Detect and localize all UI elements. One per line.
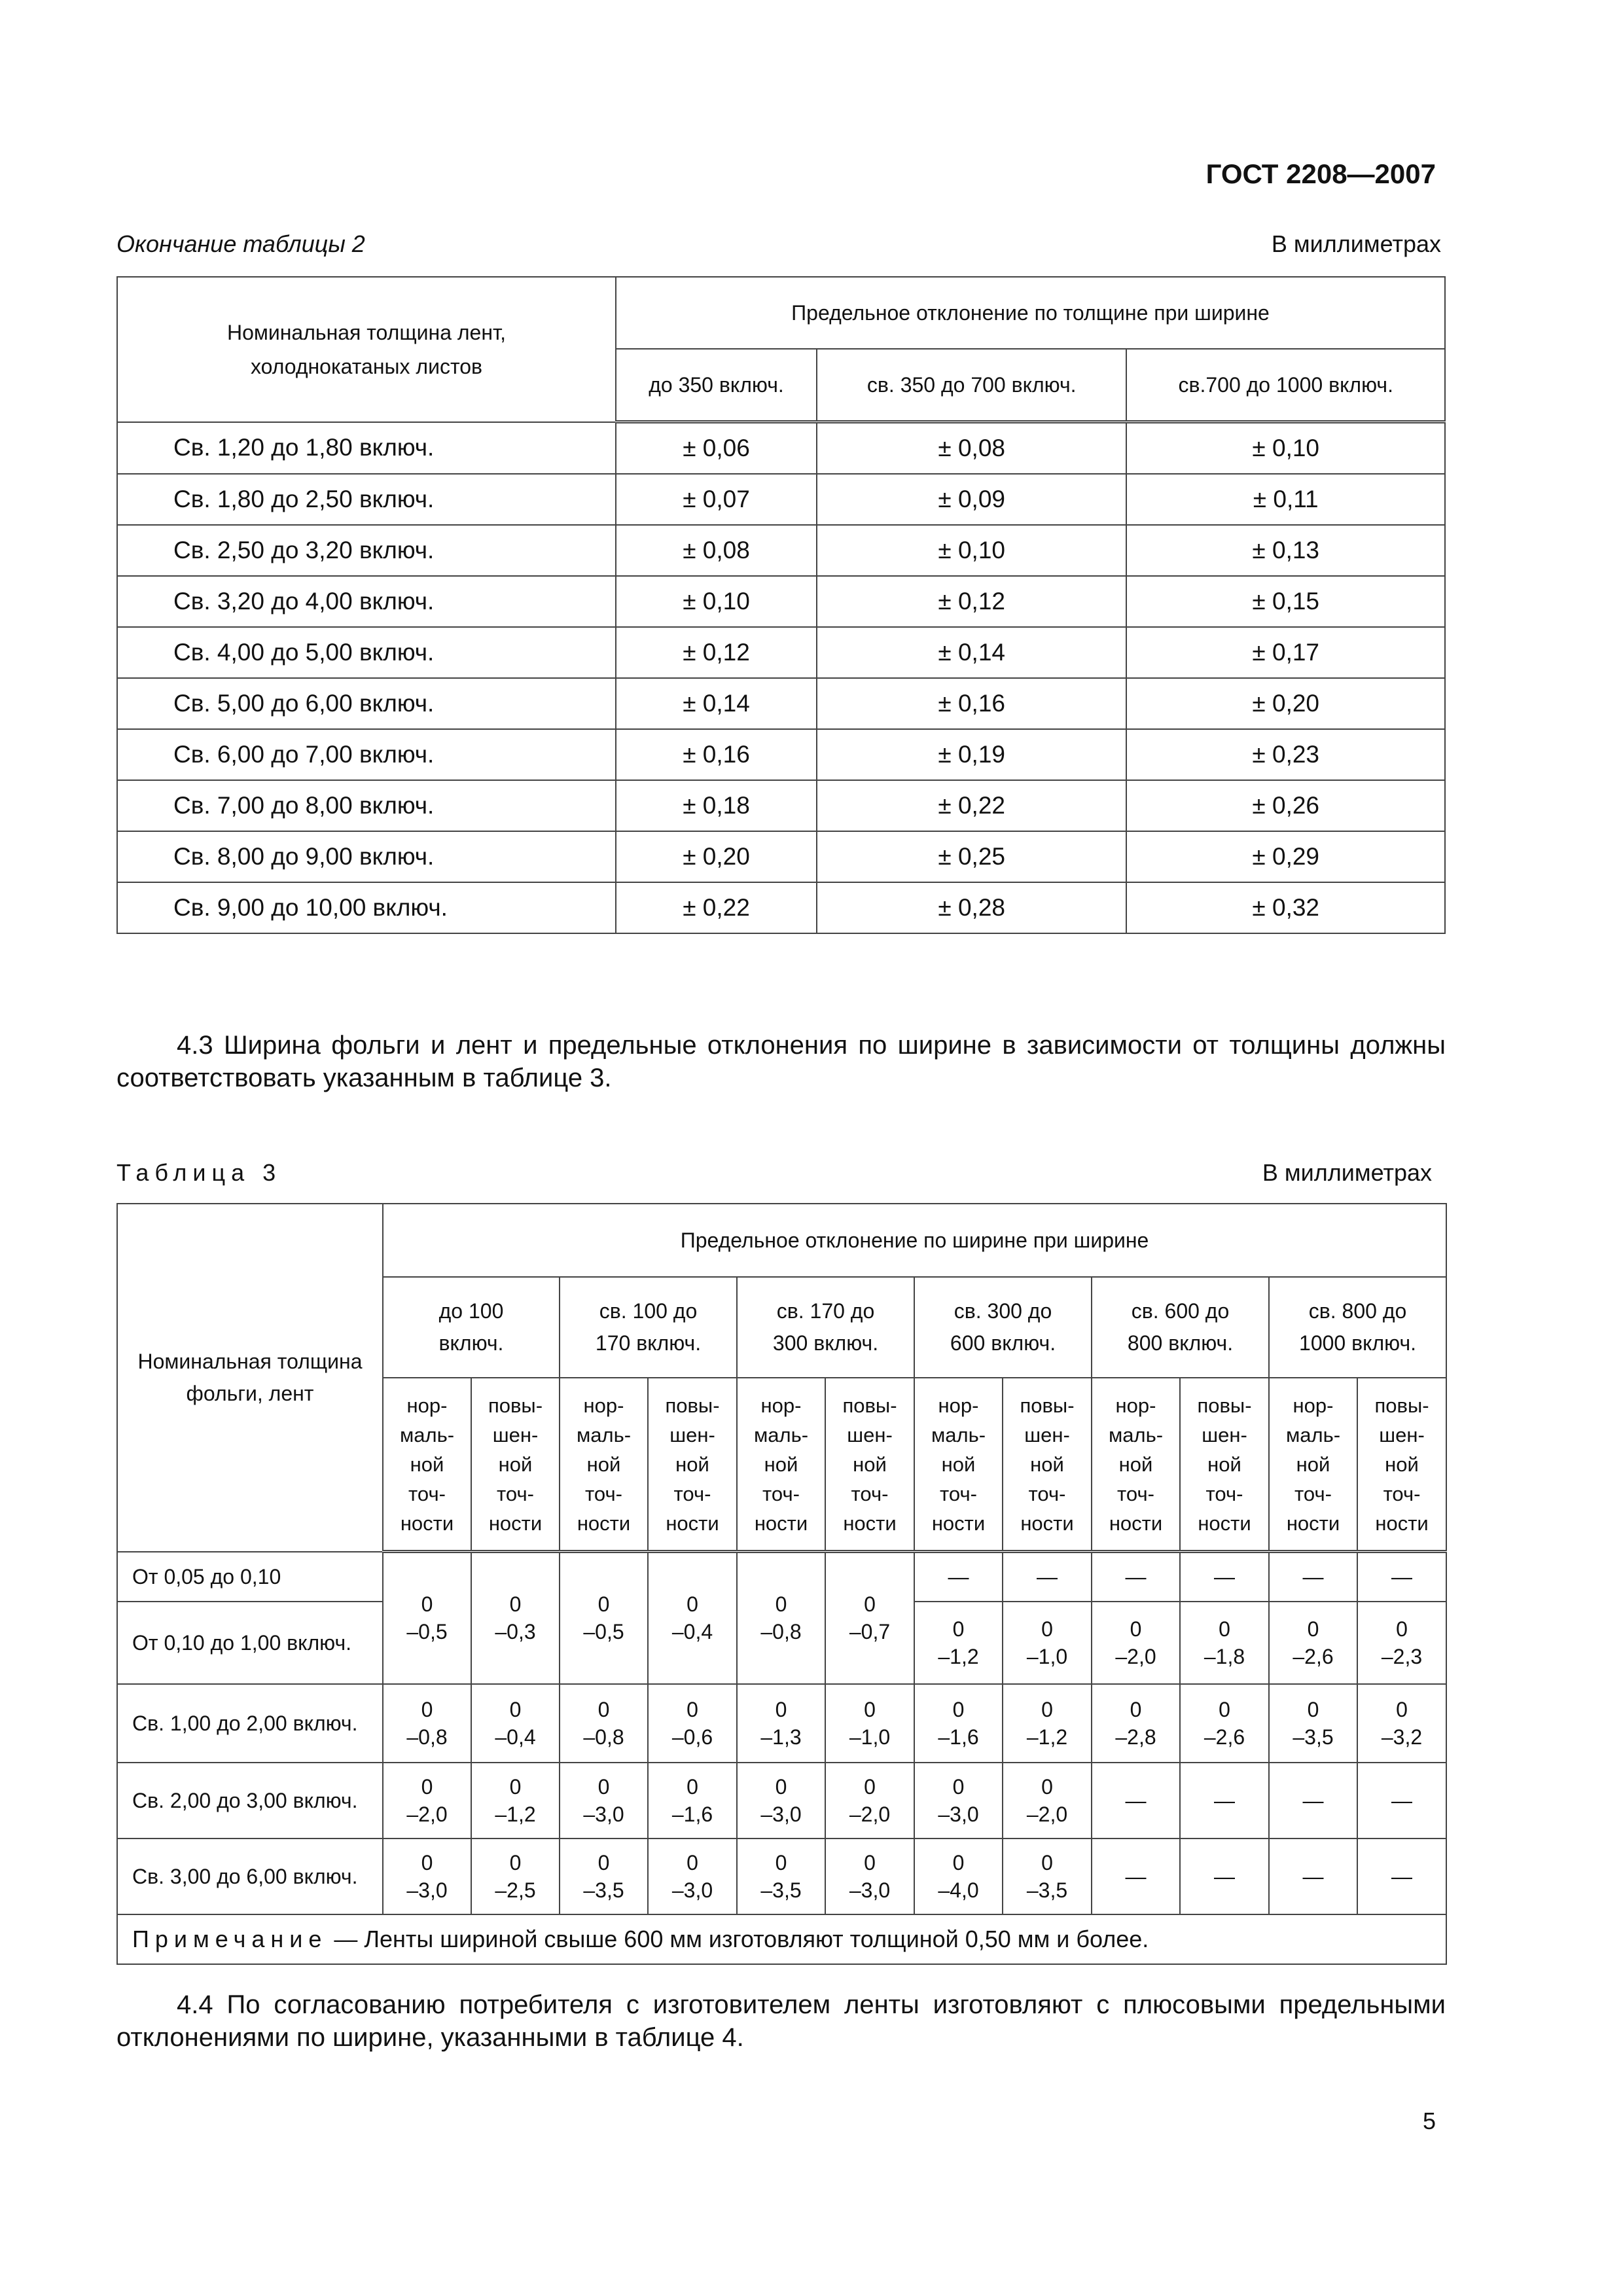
paragraph-4-4 [116,1988,1446,2054]
t3-value-cell [825,1839,914,1914]
value-top: 0 [1307,1617,1319,1641]
table-row [117,678,1445,729]
t3-dash-cell: — [1003,1552,1092,1602]
value-bottom: –2,8 [1115,1725,1156,1749]
t3-body [117,1552,1446,1914]
t2-value-cell: ± 0,16 [616,729,817,780]
t3-row-label: Св. 3,00 до 6,00 включ. [117,1839,383,1914]
t2-value-cell: ± 0,32 [1126,882,1445,933]
t3-value-cell [648,1763,737,1839]
t3-value-cell [560,1684,648,1763]
t3-value-cell [383,1684,471,1763]
t3-value-cell [648,1552,737,1684]
value-bottom: –2,0 [406,1802,448,1826]
value-bottom: –1,2 [1026,1725,1068,1749]
t2-value-cell: ± 0,20 [616,831,817,882]
value-bottom: –0,8 [406,1725,448,1749]
t3-note-text: — Ленты шириной свыше 600 мм изготовляют толщиной 0,50 мм и более. [327,1925,1149,1952]
t2-value-cell: ± 0,12 [817,576,1126,627]
t3-value-cell [1092,1684,1180,1763]
t3-value-cell [1357,1602,1446,1684]
t3-value-cell [1269,1684,1357,1763]
t3-value-cell [1269,1602,1357,1684]
t2-value-cell: ± 0,26 [1126,780,1445,831]
t3-width-group: св. 100 до 170 включ. [560,1277,737,1378]
value-top: 0 [421,1592,433,1617]
value-top: 0 [952,1617,965,1641]
t3-dash-cell: — [1357,1552,1446,1602]
t3-value-cell [1003,1763,1092,1839]
value-top: 0 [775,1850,787,1874]
t2-row-label: Св. 6,00 до 7,00 включ. [117,729,616,780]
value-bottom: –1,6 [938,1725,979,1749]
table-row [117,1552,1446,1602]
t2-value-cell: ± 0,18 [616,780,817,831]
t2-value-cell: ± 0,08 [616,525,817,576]
t3-note-label: Примечание [132,1925,328,1952]
t2-value-cell: ± 0,10 [616,576,817,627]
value-bottom: –3,5 [583,1878,624,1902]
value-top: 0 [1041,1697,1053,1721]
t3-value-cell [648,1684,737,1763]
value-bottom: –3,0 [406,1878,448,1902]
t2-value-cell: ± 0,10 [1126,422,1445,475]
t3-value-cell [560,1839,648,1914]
t3-value-cell [471,1552,560,1684]
t3-width-group: св. 300 до 600 включ. [914,1277,1092,1378]
t3-precision-header: повы-шен-ной точ-ности [1180,1378,1269,1552]
t3-precision-header: повы-шен-ной точ-ности [825,1378,914,1552]
value-top: 0 [687,1697,698,1721]
t2-row-label: Св. 1,20 до 1,80 включ. [117,422,616,475]
t2-value-cell: ± 0,08 [817,422,1126,475]
value-top: 0 [509,1592,522,1617]
value-bottom: –3,2 [1381,1725,1423,1749]
value-bottom: –1,6 [671,1802,713,1826]
t2-value-cell: ± 0,15 [1126,576,1445,627]
t2-row-label: Св. 8,00 до 9,00 включ. [117,831,616,882]
value-top: 0 [952,1697,965,1721]
t3-value-cell [1003,1684,1092,1763]
table3-caption: Таблица 3 [116,1159,282,1186]
paragraph-4-3 [116,1029,1446,1094]
t3-value-cell [471,1684,560,1763]
t3-value-cell [560,1763,648,1839]
t3-value-cell [737,1684,825,1763]
table-row [117,1839,1446,1914]
value-bottom: –3,0 [671,1878,713,1902]
value-top: 0 [952,1850,965,1874]
t3-dash-cell: — [1180,1552,1269,1602]
value-bottom: –3,0 [583,1802,624,1826]
value-top: 0 [864,1774,876,1799]
t2-value-cell: ± 0,29 [1126,831,1445,882]
t3-value-cell [383,1763,471,1839]
t2-row-label: Св. 2,50 до 3,20 включ. [117,525,616,576]
t3-value-cell [471,1839,560,1914]
t3-dash-cell: — [914,1552,1003,1602]
t3-value-cell [825,1552,914,1684]
value-bottom: –4,0 [938,1878,979,1902]
t2-value-cell: ± 0,17 [1126,627,1445,678]
t3-width-group: св. 170 до 300 включ. [737,1277,914,1378]
t3-dash-cell: — [1357,1839,1446,1914]
value-bottom: –0,3 [495,1620,536,1644]
value-bottom: –3,5 [1026,1878,1068,1902]
table-row [117,474,1445,525]
t3-dash-cell: — [1180,1839,1269,1914]
value-bottom: –0,5 [406,1620,448,1644]
value-bottom: –0,6 [671,1725,713,1749]
value-bottom: –2,0 [1026,1802,1068,1826]
t3-value-cell [1003,1839,1092,1914]
t2-body [117,422,1445,934]
value-top: 0 [687,1592,698,1617]
t3-value-cell [914,1763,1003,1839]
t3-value-cell [648,1839,737,1914]
value-top: 0 [421,1697,433,1721]
value-top: 0 [1307,1697,1319,1721]
t2-value-cell: ± 0,22 [817,780,1126,831]
value-top: 0 [864,1592,876,1617]
t3-dash-cell: — [1092,1763,1180,1839]
t3-value-cell [471,1763,560,1839]
table-row [117,882,1445,933]
value-top: 0 [1219,1697,1230,1721]
t2-value-cell: ± 0,09 [817,474,1126,525]
t3-row-label: Св. 2,00 до 3,00 включ. [117,1763,383,1839]
value-top: 0 [1041,1617,1053,1641]
t2-value-cell: ± 0,11 [1126,474,1445,525]
t2-value-cell: ± 0,25 [817,831,1126,882]
t3-value-cell [383,1552,471,1684]
value-bottom: –2,3 [1381,1644,1423,1668]
table2-caption: Окончание таблицы 2 [116,230,365,257]
table3-units: В миллиметрах [1262,1159,1432,1186]
value-bottom: –2,5 [495,1878,536,1902]
t3-precision-header: повы-шен-ной точ-ности [471,1378,560,1552]
value-bottom: –3,5 [1293,1725,1334,1749]
t3-value-cell [1180,1684,1269,1763]
t2-row-label: Св. 1,80 до 2,50 включ. [117,474,616,525]
value-top: 0 [1396,1697,1408,1721]
t3-value-cell [737,1839,825,1914]
t3-precision-header: нор-маль-ной точ-ности [1092,1378,1180,1552]
t3-dash-cell: — [1357,1763,1446,1839]
value-top: 0 [597,1774,610,1799]
t3-dash-cell: — [1092,1839,1180,1914]
t3-value-cell [383,1839,471,1914]
t3-precision-header: повы-шен-ной точ-ности [648,1378,737,1552]
value-bottom: –2,0 [1115,1644,1156,1668]
value-top: 0 [864,1850,876,1874]
t3-value-cell [825,1684,914,1763]
t3-value-cell [560,1552,648,1684]
t2-row-label: Св. 3,20 до 4,00 включ. [117,576,616,627]
t3-note [117,1914,1446,1964]
value-top: 0 [597,1697,610,1721]
t3-value-cell [1180,1602,1269,1684]
value-bottom: –1,0 [849,1725,891,1749]
t2-subheader: до 350 включ. [616,349,817,422]
t3-row-label: От 0,05 до 0,10 [117,1552,383,1602]
t3-row-label: Св. 1,00 до 2,00 включ. [117,1684,383,1763]
t3-value-cell [737,1552,825,1684]
value-bottom: –1,2 [495,1802,536,1826]
t3-value-cell [914,1684,1003,1763]
value-top: 0 [597,1850,610,1874]
table-row [117,1763,1446,1839]
table-2 [116,276,1446,934]
value-bottom: –0,8 [760,1620,802,1644]
t2-value-cell: ± 0,13 [1126,525,1445,576]
value-bottom: –0,8 [583,1725,624,1749]
value-top: 0 [1041,1774,1053,1799]
value-top: 0 [509,1774,522,1799]
value-bottom: –3,0 [938,1802,979,1826]
t2-subheader: св.700 до 1000 включ. [1126,349,1445,422]
t3-value-cell [825,1763,914,1839]
value-top: 0 [687,1774,698,1799]
paragraph-4-4-text: 4.4 По согласованию потребителя с изготовителем ленты изготовляют с плюсовыми предельными отклонениями по ширине, указанными в таблице 4. [116,1990,1446,2052]
t2-subheader: св. 350 до 700 включ. [817,349,1126,422]
t3-precision-header: нор-маль-ной точ-ности [383,1378,471,1552]
value-bottom: –1,3 [760,1725,802,1749]
t3-width-group: св. 600 до 800 включ. [1092,1277,1269,1378]
t3-value-cell [1003,1602,1092,1684]
t2-value-cell: ± 0,14 [817,627,1126,678]
value-top: 0 [421,1774,433,1799]
value-bottom: –0,4 [495,1725,536,1749]
paragraph-4-3-text: 4.3 Ширина фольги и лент и предельные отклонения по ширине в зависимости от толщины должны соответствовать указанным в таблице 3. [116,1031,1446,1092]
value-top: 0 [509,1697,522,1721]
table2-units: В миллиметрах [1271,230,1441,257]
t2-value-cell: ± 0,23 [1126,729,1445,780]
t3-dash-cell: — [1092,1552,1180,1602]
t2-row-label: Св. 9,00 до 10,00 включ. [117,882,616,933]
t3-value-cell [1092,1602,1180,1684]
table-row [117,1684,1446,1763]
t3-value-cell [914,1602,1003,1684]
value-bottom: –1,0 [1026,1644,1068,1668]
value-bottom: –3,5 [760,1878,802,1902]
t2-value-cell: ± 0,28 [817,882,1126,933]
t2-row-label: Св. 7,00 до 8,00 включ. [117,780,616,831]
value-top: 0 [1041,1850,1053,1874]
value-bottom: –0,5 [583,1620,624,1644]
t2-value-cell: ± 0,16 [817,678,1126,729]
t2-value-cell: ± 0,06 [616,422,817,475]
t2-value-cell: ± 0,07 [616,474,817,525]
t2-header-thickness: Номинальная толщина лент, холоднокатаных листов [117,277,616,422]
value-bottom: –2,6 [1204,1725,1245,1749]
document-id: ГОСТ 2208—2007 [1205,158,1436,189]
table-row [117,525,1445,576]
t3-value-cell [914,1839,1003,1914]
t3-header-thickness: Номинальная толщина фольги, лент [117,1204,383,1552]
value-top: 0 [864,1697,876,1721]
t2-row-label: Св. 4,00 до 5,00 включ. [117,627,616,678]
t3-dash-cell: — [1269,1763,1357,1839]
t2-value-cell: ± 0,20 [1126,678,1445,729]
t3-row-label: От 0,10 до 1,00 включ. [117,1602,383,1684]
t3-precision-header: повы-шен-ной точ-ности [1003,1378,1092,1552]
t2-header-deviation: Предельное отклонение по толщине при ширине [616,277,1445,349]
value-top: 0 [597,1592,610,1617]
t3-dash-cell: — [1269,1839,1357,1914]
table-row [117,780,1445,831]
value-bottom: –1,2 [938,1644,979,1668]
t2-value-cell: ± 0,19 [817,729,1126,780]
value-bottom: –1,8 [1204,1644,1245,1668]
value-bottom: –2,6 [1293,1644,1334,1668]
t3-precision-header: нор-маль-ной точ-ности [914,1378,1003,1552]
t3-value-cell [1357,1684,1446,1763]
value-bottom: –2,0 [849,1802,891,1826]
page-number: 5 [1422,2108,1436,2134]
t3-precision-header: повы-шен-ной точ-ности [1357,1378,1446,1552]
value-bottom: –3,0 [760,1802,802,1826]
value-top: 0 [1396,1617,1408,1641]
value-top: 0 [1219,1617,1230,1641]
t3-dash-cell: — [1180,1763,1269,1839]
value-top: 0 [1130,1697,1142,1721]
table-row [117,576,1445,627]
value-top: 0 [775,1774,787,1799]
t3-precision-header: нор-маль-ной точ-ности [737,1378,825,1552]
table-row [117,729,1445,780]
value-top: 0 [509,1850,522,1874]
t2-value-cell: ± 0,10 [817,525,1126,576]
t2-row-label: Св. 5,00 до 6,00 включ. [117,678,616,729]
value-top: 0 [775,1697,787,1721]
t3-precision-header: нор-маль-ной точ-ности [1269,1378,1357,1552]
t3-precision-header: нор-маль-ной точ-ности [560,1378,648,1552]
t3-width-group: до 100 включ. [383,1277,560,1378]
table-row [117,422,1445,475]
t2-value-cell: ± 0,14 [616,678,817,729]
value-top: 0 [1130,1617,1142,1641]
value-bottom: –0,4 [671,1620,713,1644]
table-row [117,627,1445,678]
value-top: 0 [952,1774,965,1799]
table-row [117,831,1445,882]
t3-dash-cell: — [1269,1552,1357,1602]
value-bottom: –3,0 [849,1878,891,1902]
value-top: 0 [687,1850,698,1874]
t3-header-deviation: Предельное отклонение по ширине при ширине [383,1204,1446,1277]
value-bottom: –0,7 [849,1620,891,1644]
t3-value-cell [737,1763,825,1839]
t2-value-cell: ± 0,22 [616,882,817,933]
t2-value-cell: ± 0,12 [616,627,817,678]
t3-width-group: св. 800 до 1000 включ. [1269,1277,1446,1378]
table-3 [116,1203,1447,1965]
value-top: 0 [421,1850,433,1874]
value-top: 0 [775,1592,787,1617]
